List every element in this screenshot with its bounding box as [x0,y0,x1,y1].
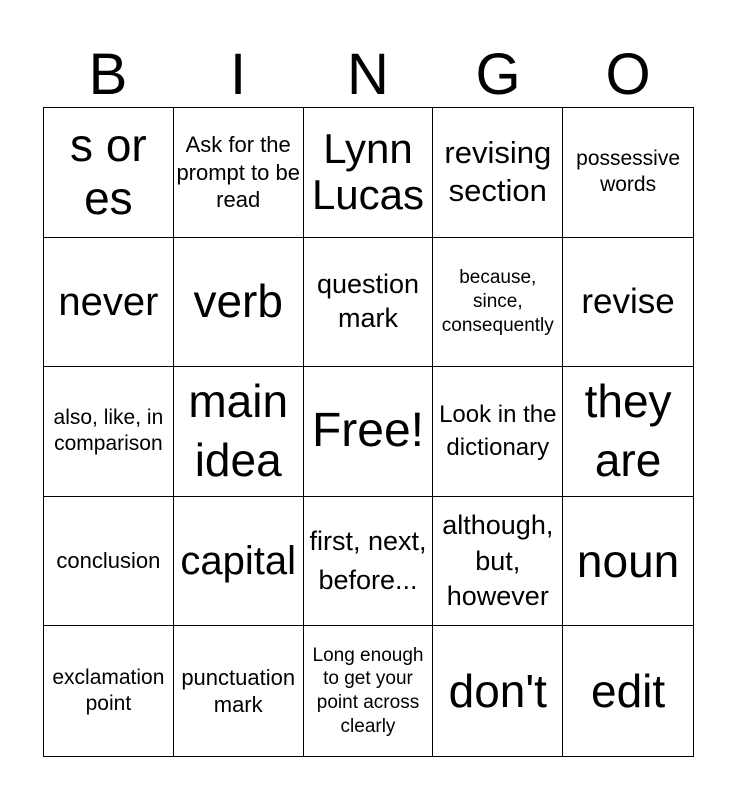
header-letter-o: O [605,42,651,107]
bingo-cell[interactable]: because, since, consequently [433,238,563,368]
bingo-cell[interactable]: don't [433,626,563,756]
bingo-cell[interactable]: although, but, however [433,497,563,627]
bingo-cell[interactable]: Lynn Lucas [304,108,434,238]
bingo-cell[interactable]: noun [563,497,693,627]
bingo-cell[interactable]: question mark [304,238,434,368]
header-letter-i: I [229,42,247,107]
bingo-cell[interactable]: Long enough to get your point across clearly [304,626,434,756]
bingo-cell[interactable]: main idea [174,367,304,497]
bingo-cell[interactable]: they are [563,367,693,497]
header-letter-b: B [88,42,128,107]
bingo-cell[interactable]: conclusion [44,497,174,627]
bingo-cell[interactable]: edit [591,664,666,717]
bingo-cell[interactable]: also, like, in comparison [44,367,174,497]
free-space: Free! [304,367,434,497]
header-letter-g: G [475,42,521,107]
bingo-cell[interactable]: possessive words [563,108,693,238]
bingo-cell[interactable]: never [44,238,174,368]
bingo-header [43,44,693,106]
bingo-cell[interactable]: verb [174,238,304,368]
bingo-cell[interactable]: Ask for the prompt to be read [174,108,304,238]
bingo-cell[interactable]: exclamation point [44,626,174,756]
header-letter-n: N [347,42,389,107]
bingo-cell[interactable]: capital [174,497,304,627]
bingo-cell[interactable]: first, next, before... [304,497,434,627]
bingo-board [43,107,694,757]
bingo-cell[interactable]: punctuation mark [174,626,304,756]
bingo-cell[interactable]: Look in the dictionary [433,367,563,497]
bingo-cell[interactable]: revising section [433,108,563,238]
bingo-cell[interactable]: s or es [44,108,174,238]
bingo-cell[interactable]: revise [563,238,693,368]
